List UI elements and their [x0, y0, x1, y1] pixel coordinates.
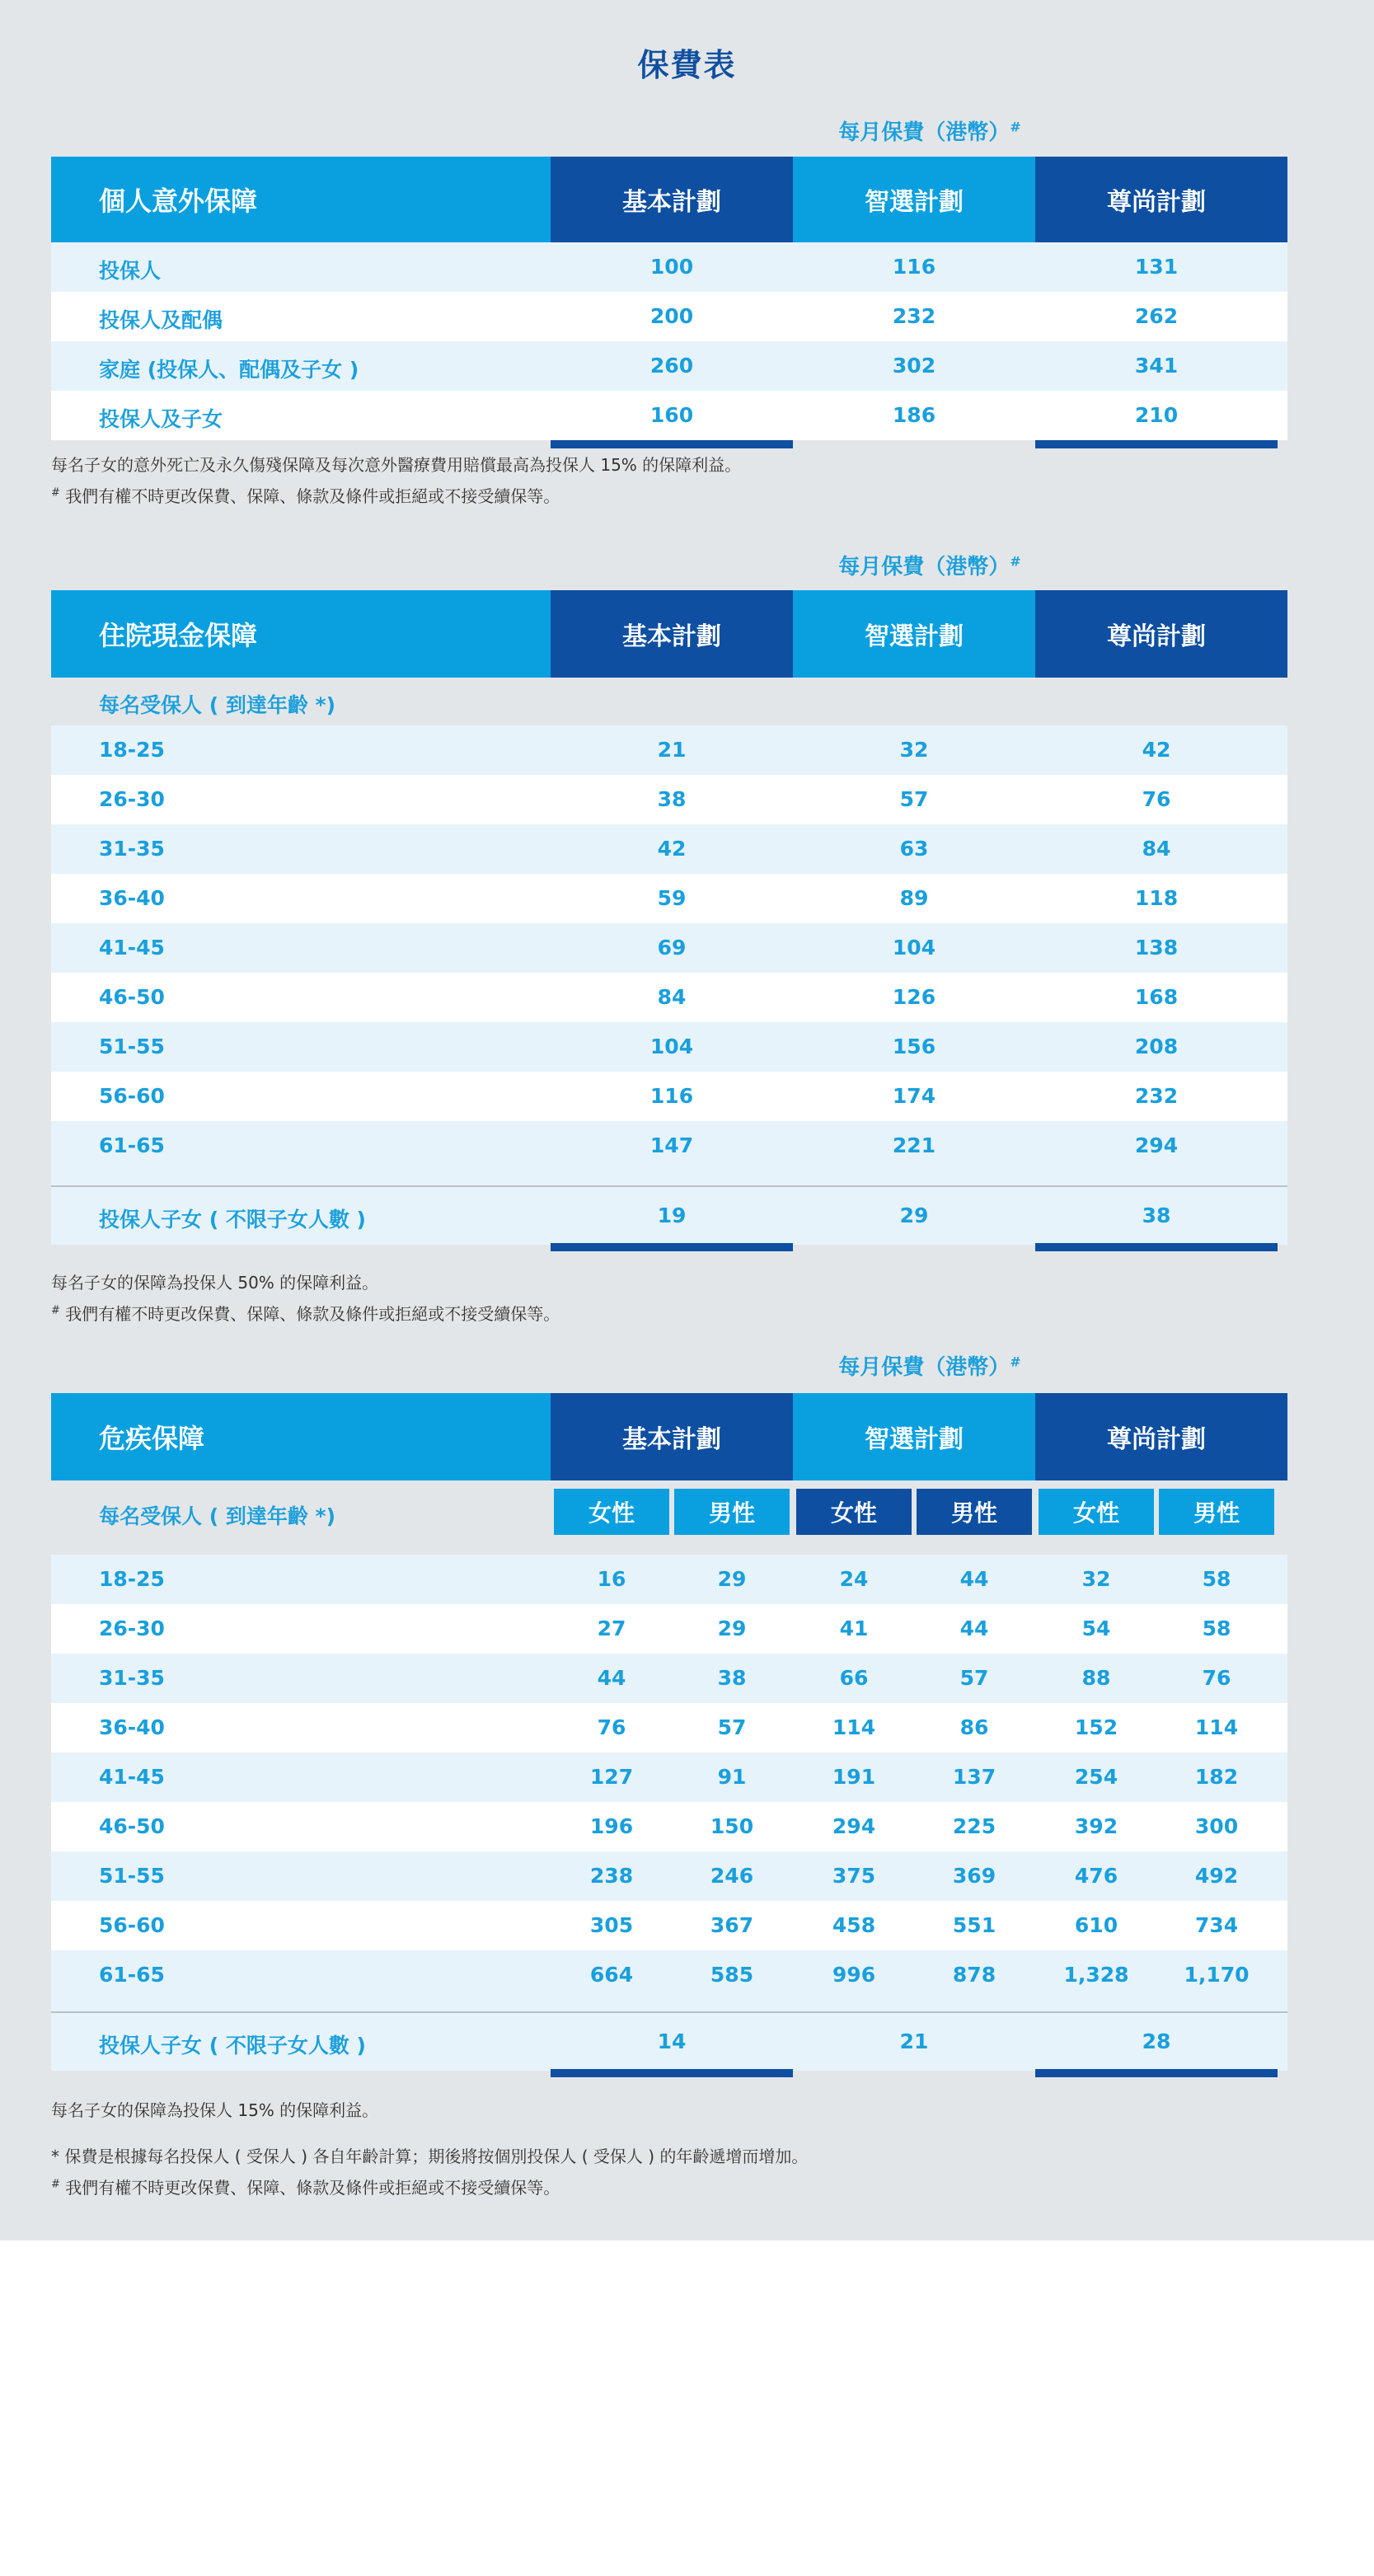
- row-value: 131: [1134, 255, 1179, 279]
- plan-underline: [1035, 1243, 1278, 1251]
- row-value: 392: [1074, 1814, 1118, 1838]
- row-value: 137: [952, 1765, 997, 1789]
- row-value: 610: [1074, 1913, 1118, 1937]
- age-band-label: 61-65: [99, 1133, 165, 1157]
- plan-header-1: 基本計劃: [551, 157, 793, 242]
- plan-header-3: 尊尚計劃: [1035, 157, 1278, 242]
- premium-label: [798, 1350, 1062, 1380]
- footnote-text: * 保費是根據每名投保人 ( 受保人 ) 各自年齡計算；期後將按個別投保人 ( 受保人 ) 的年齡遞增而增加。: [51, 2147, 809, 2166]
- child-row-value: 28: [1142, 2029, 1171, 2053]
- row-value: 225: [952, 1814, 997, 1838]
- plan-underline: [551, 2069, 793, 2077]
- plan-header-3: 尊尚計劃: [1035, 1393, 1278, 1480]
- plan-header-2: 智選計劃: [793, 157, 1035, 242]
- premium-label: [798, 115, 1062, 145]
- child-row-value: 38: [1142, 1204, 1171, 1227]
- row-value: 84: [1142, 837, 1171, 861]
- age-subheader: 每名受保人 ( 到達年齡 *): [99, 693, 336, 717]
- age-band-label: 46-50: [99, 1814, 165, 1838]
- row-value: 369: [952, 1864, 997, 1888]
- row-value: 367: [710, 1913, 754, 1937]
- premium-label-text: 每月保費（港幣）: [838, 1355, 1011, 1380]
- plan-header-1: 基本計劃: [551, 1393, 793, 1480]
- row-label: 投保人: [99, 259, 162, 283]
- row-value: 458: [832, 1913, 876, 1937]
- gender-label: 男性: [1159, 1489, 1274, 1535]
- age-band-label: 36-40: [99, 1715, 165, 1739]
- row-value: 174: [892, 1084, 936, 1108]
- plan-header-2: 智選計劃: [793, 1393, 1035, 1480]
- row-value: 551: [952, 1913, 997, 1937]
- row-value: 254: [1074, 1765, 1118, 1789]
- row-value: 57: [959, 1666, 989, 1690]
- row-value: 156: [892, 1035, 936, 1058]
- row-label: 家庭 (投保人、配偶及子女 ): [99, 358, 359, 382]
- age-band-label: 18-25: [99, 1567, 165, 1591]
- premium-label-text: 每月保費（港幣）: [838, 555, 1011, 579]
- footnote-text: 我們有權不時更改保費、保障、條款及條件或拒絕或不接受續保等。: [65, 486, 560, 506]
- row-value: 221: [892, 1133, 936, 1157]
- footnote-mark: #: [51, 486, 60, 500]
- gender-label: 女性: [1039, 1489, 1154, 1535]
- row-value: 492: [1194, 1864, 1239, 1888]
- row-value: 150: [710, 1814, 754, 1838]
- table-row-spacer: [51, 1171, 1287, 1185]
- row-value: 24: [839, 1567, 869, 1591]
- age-subheader: 每名受保人 ( 到達年齡 *): [99, 1504, 336, 1528]
- row-value: 186: [892, 403, 936, 427]
- footnote: [51, 2143, 808, 2167]
- row-value: 29: [717, 1616, 747, 1640]
- plan-underline: [551, 440, 793, 448]
- table-header-title: 個人意外保障: [51, 157, 1287, 242]
- row-value: 44: [959, 1567, 989, 1591]
- row-value: 1,328: [1063, 1963, 1129, 1987]
- age-band-label: 41-45: [99, 1765, 165, 1789]
- row-label: 投保人及配偶: [99, 308, 223, 332]
- row-value: 44: [597, 1666, 626, 1690]
- footnote-mark: #: [51, 1304, 60, 1317]
- row-value: 138: [1134, 936, 1179, 960]
- row-value: 114: [1194, 1715, 1239, 1739]
- row-value: 294: [1134, 1133, 1179, 1157]
- header-edge-accent: [1278, 1393, 1287, 1480]
- footnote-text: 我們有權不時更改保費、保障、條款及條件或拒絕或不接受續保等。: [65, 1304, 560, 1324]
- row-value: 42: [1142, 738, 1171, 762]
- row-value: 878: [952, 1963, 997, 1987]
- row-value: 76: [1202, 1666, 1231, 1690]
- row-value: 152: [1074, 1715, 1118, 1739]
- gender-label: 女性: [554, 1489, 669, 1535]
- row-value: 104: [649, 1035, 694, 1058]
- row-value: 996: [832, 1963, 876, 1987]
- gender-label: 男性: [674, 1489, 790, 1535]
- footnote-text: 我們有權不時更改保費、保障、條款及條件或拒絕或不接受續保等。: [65, 2178, 560, 2198]
- plan-header-1: 基本計劃: [551, 590, 793, 678]
- row-value: 196: [589, 1814, 634, 1838]
- row-value: 21: [657, 738, 687, 762]
- row-value: 66: [839, 1666, 869, 1690]
- row-value: 126: [892, 985, 936, 1009]
- age-band-label: 51-55: [99, 1864, 165, 1888]
- row-value: 191: [832, 1765, 876, 1789]
- age-band-label: 31-35: [99, 1666, 165, 1690]
- premium-label-text: 每月保費（港幣）: [838, 120, 1011, 145]
- row-label: 投保人及子女: [99, 407, 223, 431]
- age-band-label: 41-45: [99, 936, 165, 960]
- plan-underline: [1035, 2069, 1278, 2077]
- row-value: 58: [1202, 1567, 1231, 1591]
- row-value: 734: [1194, 1913, 1239, 1937]
- footnote-text: 每名子女的意外死亡及永久傷殘保障及每次意外醫療費用賠償最高為投保人 15% 的保障利益。: [51, 455, 742, 475]
- row-value: 182: [1194, 1765, 1239, 1789]
- header-edge-accent: [1278, 157, 1287, 242]
- premium-label: [798, 550, 1062, 579]
- footnote-text: 每名子女的保障為投保人 15% 的保障利益。: [51, 2100, 379, 2120]
- row-value: 232: [1134, 1084, 1179, 1108]
- row-value: 76: [597, 1715, 626, 1739]
- row-value: 44: [959, 1616, 989, 1640]
- child-row-value: 21: [899, 2029, 929, 2053]
- child-row-value: 29: [899, 1204, 929, 1227]
- plan-header-2: 智選計劃: [793, 590, 1035, 678]
- row-value: 294: [832, 1814, 876, 1838]
- row-value: 57: [717, 1715, 747, 1739]
- plan-header-3: 尊尚計劃: [1035, 590, 1278, 678]
- row-value: 84: [657, 985, 687, 1009]
- premium-footnote-mark: #: [1010, 1354, 1021, 1370]
- row-value: 262: [1134, 304, 1179, 328]
- row-value: 38: [717, 1666, 747, 1690]
- row-value: 76: [1142, 787, 1171, 811]
- row-value: 38: [657, 787, 687, 811]
- row-value: 664: [589, 1963, 634, 1987]
- footnote: [51, 1301, 560, 1325]
- footnote: [51, 2097, 378, 2121]
- premium-footnote-mark: #: [1010, 119, 1021, 135]
- row-value: 232: [892, 304, 936, 328]
- child-row-value: 14: [657, 2029, 687, 2053]
- footnote-mark: #: [51, 2178, 60, 2191]
- row-value: 104: [892, 936, 936, 960]
- child-row-value: 19: [657, 1204, 687, 1227]
- row-value: 375: [832, 1864, 876, 1888]
- header-edge-accent: [1278, 590, 1287, 678]
- age-band-label: 51-55: [99, 1035, 165, 1058]
- row-value: 32: [1081, 1567, 1111, 1591]
- child-row-label: 投保人子女 ( 不限子女人數 ): [99, 1208, 366, 1232]
- plan-underline: [551, 1243, 793, 1251]
- row-value: 54: [1081, 1616, 1111, 1640]
- row-value: 27: [597, 1616, 626, 1640]
- row-value: 585: [710, 1963, 754, 1987]
- row-value: 476: [1074, 1864, 1118, 1888]
- age-band-label: 31-35: [99, 837, 165, 861]
- row-value: 59: [657, 886, 687, 910]
- row-value: 100: [649, 255, 694, 279]
- row-value: 32: [899, 738, 929, 762]
- row-value: 116: [892, 255, 936, 279]
- age-band-label: 26-30: [99, 787, 165, 811]
- table-header-title: 住院現金保障: [51, 590, 1287, 678]
- row-value: 238: [589, 1864, 634, 1888]
- row-value: 57: [899, 787, 929, 811]
- row-value: 42: [657, 837, 687, 861]
- gender-label: 女性: [796, 1489, 912, 1535]
- page-title: 保費表: [637, 47, 737, 83]
- row-value: 260: [649, 354, 694, 378]
- row-value: 69: [657, 936, 687, 960]
- row-value: 200: [649, 304, 694, 328]
- row-value: 210: [1134, 403, 1179, 427]
- row-value: 147: [649, 1133, 694, 1157]
- gender-label: 男性: [917, 1489, 1032, 1535]
- age-band-label: 56-60: [99, 1913, 165, 1937]
- child-row-label: 投保人子女 ( 不限子女人數 ): [99, 2034, 366, 2058]
- row-value: 127: [589, 1765, 634, 1789]
- row-value: 58: [1202, 1616, 1231, 1640]
- row-value: 63: [899, 837, 929, 861]
- row-value: 29: [717, 1567, 747, 1591]
- age-band-label: 26-30: [99, 1616, 165, 1640]
- row-value: 302: [892, 354, 936, 378]
- row-value: 246: [710, 1864, 754, 1888]
- age-band-label: 56-60: [99, 1084, 165, 1108]
- table-header-title: 危疾保障: [51, 1393, 1287, 1480]
- row-value: 114: [832, 1715, 876, 1739]
- row-value: 160: [649, 403, 694, 427]
- row-value: 91: [717, 1765, 747, 1789]
- age-band-label: 18-25: [99, 738, 165, 762]
- age-band-label: 36-40: [99, 886, 165, 910]
- row-value: 208: [1134, 1035, 1179, 1058]
- footnote-text: 每名子女的保障為投保人 50% 的保障利益。: [51, 1273, 379, 1293]
- age-band-label: 46-50: [99, 985, 165, 1009]
- plan-underline: [1035, 440, 1278, 448]
- row-value: 168: [1134, 985, 1179, 1009]
- footnote: [51, 2175, 560, 2198]
- row-value: 88: [1081, 1666, 1111, 1690]
- row-value: 341: [1134, 354, 1179, 378]
- row-value: 16: [597, 1567, 626, 1591]
- footnote: [51, 452, 741, 476]
- footnote: [51, 1269, 378, 1293]
- row-value: 86: [959, 1715, 989, 1739]
- row-value: 116: [649, 1084, 694, 1108]
- row-value: 1,170: [1184, 1963, 1250, 1987]
- row-value: 89: [899, 886, 929, 910]
- footnote: [51, 483, 560, 507]
- table-row-spacer: [51, 2000, 1287, 2011]
- premium-footnote-mark: #: [1010, 553, 1021, 570]
- row-value: 41: [839, 1616, 869, 1640]
- row-value: 300: [1194, 1814, 1239, 1838]
- age-band-label: 61-65: [99, 1963, 165, 1987]
- row-value: 118: [1134, 886, 1179, 910]
- row-value: 305: [589, 1913, 634, 1937]
